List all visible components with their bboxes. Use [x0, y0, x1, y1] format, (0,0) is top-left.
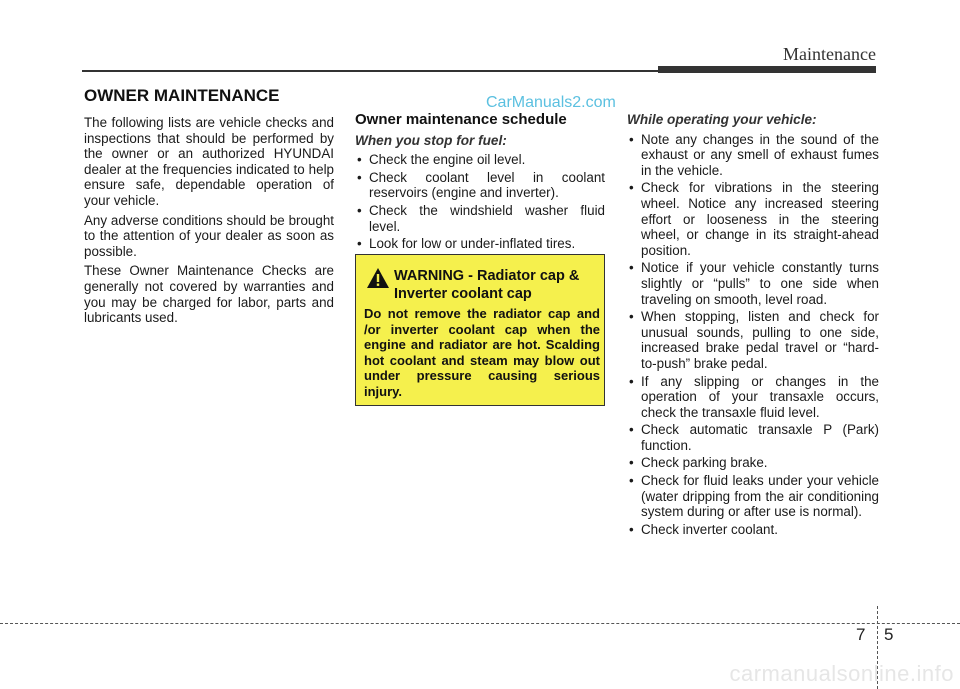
operating-column: [627, 112, 879, 539]
list-item: • Check the windshield washer fluid level.: [355, 203, 605, 234]
header-rule: [82, 70, 662, 72]
warning-title: [394, 267, 600, 303]
footer-divider: [0, 623, 960, 624]
warning-body: Do not remove the radiator cap and /or inverter coolant cap when the engine and radiator are hot. Scalding hot coolant and steam may blow out under pressure causing serious injury.: [364, 306, 600, 399]
warning-subject: - Radiator cap & Inverter coolant cap: [394, 268, 580, 302]
list-item: • If any slipping or changes in the operation of your transaxle occurs, check the transaxle fluid level.: [627, 374, 879, 421]
header-bar: [658, 66, 876, 73]
warning-label: WARNING: [394, 268, 465, 284]
chapter-number: 7: [856, 625, 866, 644]
list-item: • Look for low or under-inflated tires.: [355, 236, 605, 252]
list-item: • Check parking brake.: [627, 455, 879, 471]
schedule-heading: Owner maintenance schedule: [355, 111, 567, 128]
intro-paragraph: Any adverse conditions should be brought to the attention of your dealer as soon as possible.: [84, 212, 334, 259]
fuel-checklist: [355, 152, 605, 252]
section-title: OWNER MAINTENANCE: [84, 86, 280, 105]
list-item: • Check automatic transaxle P (Park) function.: [627, 422, 879, 453]
list-item: • Check the engine oil level.: [355, 152, 605, 168]
list-item: • Note any changes in the sound of the exhaust or any smell of exhaust fumes in the vehicle.: [627, 132, 879, 179]
intro-paragraph: These Owner Maintenance Checks are generally not covered by warranties and you may be charged for labor, parts and lubricants used.: [84, 263, 334, 326]
list-item: • Check inverter coolant.: [627, 522, 879, 538]
list-item: • Check for vibrations in the steering wheel. Notice any increased steering effort or looseness in the steering wheel, or change in its straight-ahead position.: [627, 180, 879, 258]
operating-checklist: [627, 132, 879, 538]
warning-box: [355, 254, 605, 406]
fuel-subheading: When you stop for fuel:: [355, 132, 507, 148]
list-item: • Notice if your vehicle constantly turns slightly or “pulls” to one side when traveling on smooth, level road.: [627, 260, 879, 307]
list-item: • When stopping, listen and check for unusual sounds, pulling to one side, increased brake pedal travel or “hard-to-push” brake pedal.: [627, 309, 879, 371]
list-item: • Check coolant level in coolant reservoirs (engine and inverter).: [355, 170, 605, 201]
chapter-title: Maintenance: [783, 44, 876, 64]
footer-watermark: carmanualsonline.info: [729, 661, 954, 686]
intro-paragraph: The following lists are vehicle checks and inspections that should be performed by the owner or an authorized HYUNDAI dealer at the frequencies indicated to help ensure safe, dependable operation of your vehicle.: [84, 115, 334, 208]
page-number: 5: [884, 625, 894, 644]
warning-triangle-icon: [366, 267, 390, 289]
list-item: • Check for fluid leaks under your vehicle (water dripping from the air conditioning system during or after use is normal).: [627, 473, 879, 520]
intro-column: [84, 115, 334, 330]
operating-subheading: While operating your vehicle:: [627, 112, 817, 127]
top-watermark-link[interactable]: CarManuals2.com: [486, 94, 616, 111]
schedule-column: [355, 112, 605, 254]
